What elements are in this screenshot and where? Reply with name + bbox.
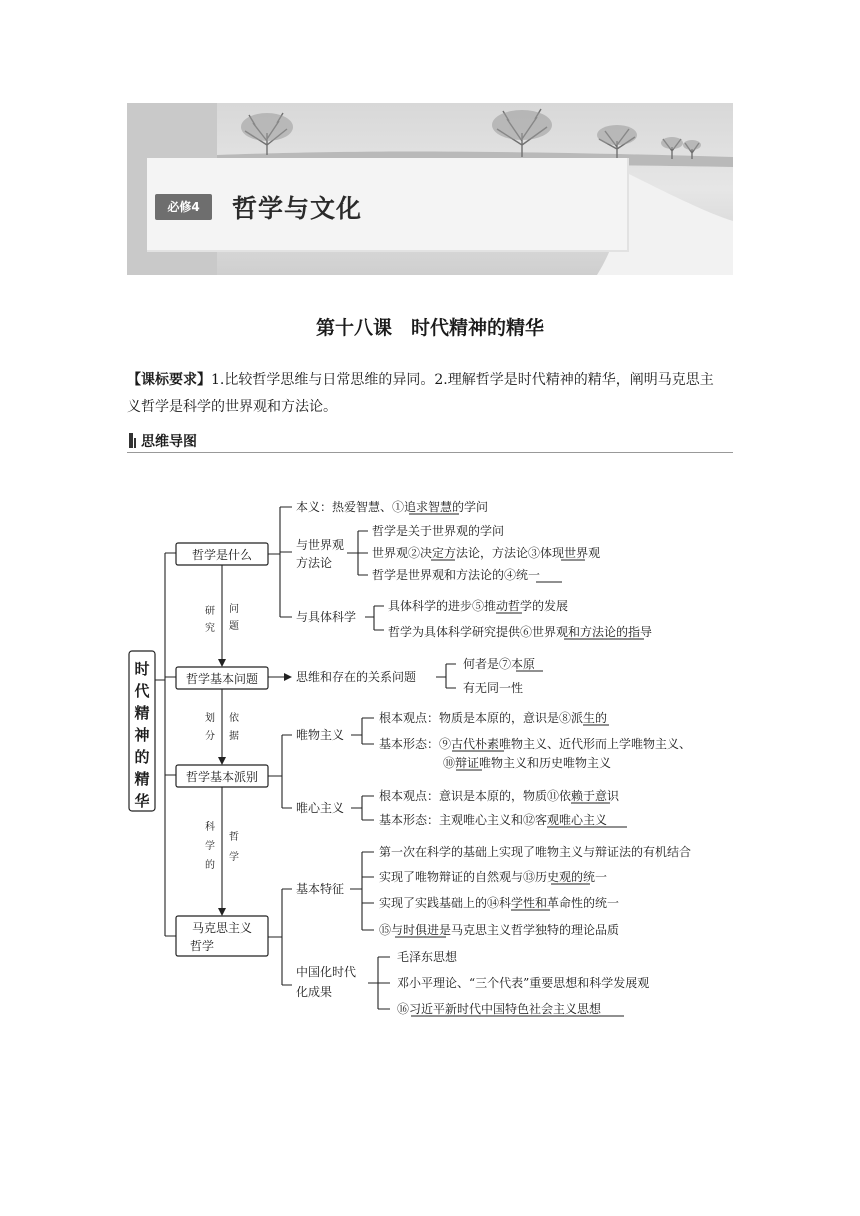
- requirement-label: 【课标要求】: [127, 372, 211, 388]
- svg-text:化成果: 化成果: [296, 985, 333, 999]
- svg-text:基本形态：⑨古代朴素唯物主义、近代形而上学唯物主义、: 基本形态：⑨古代朴素唯物主义、近代形而上学唯物主义、: [379, 737, 692, 751]
- arrow-head-3: [218, 908, 226, 916]
- svg-text:实现了唯物辩证的自然观与⑬历史观的统一: 实现了唯物辩证的自然观与⑬历史观的统一: [379, 870, 608, 884]
- svg-text:划: 划: [205, 713, 215, 724]
- svg-text:⑮与时俱进是马克思主义哲学独特的理论品质: ⑮与时俱进是马克思主义哲学独特的理论品质: [379, 923, 620, 937]
- requirement-line-2: 义哲学是科学的世界观和方法论。: [127, 399, 337, 415]
- svg-text:⑩辩证唯物主义和历史唯物主义: ⑩辩证唯物主义和历史唯物主义: [443, 756, 612, 770]
- svg-text:有无同一性: 有无同一性: [463, 681, 524, 695]
- svg-text:精: 精: [134, 704, 150, 722]
- book-title: 哲学与文化: [232, 194, 363, 223]
- svg-text:基本特征: 基本特征: [296, 882, 345, 896]
- svg-text:⑯习近平新时代中国特色社会主义思想: ⑯习近平新时代中国特色社会主义思想: [397, 1002, 602, 1016]
- b1c3-connector: [365, 606, 384, 630]
- svg-text:依: 依: [229, 713, 239, 724]
- svg-text:邓小平理论、“三个代表”重要思想和科学发展观: 邓小平理论、“三个代表”重要思想和科学发展观: [397, 976, 650, 990]
- svg-text:华: 华: [134, 792, 150, 810]
- lesson-title: 第十八课 时代精神的精华: [315, 317, 544, 339]
- svg-text:哲学基本派别: 哲学基本派别: [185, 770, 259, 784]
- arrow-head-2: [218, 757, 226, 765]
- svg-text:与具体科学: 与具体科学: [296, 610, 357, 624]
- svg-text:具体科学的进步⑤推动哲学的发展: 具体科学的进步⑤推动哲学的发展: [388, 599, 569, 613]
- requirement-line-1: 1.比较哲学思维与日常思维的异同。2.理解哲学是时代精神的精华，阐明马克思主: [211, 372, 714, 388]
- svg-text:问: 问: [229, 604, 239, 615]
- b3i-connector: [351, 796, 374, 820]
- svg-text:学: 学: [205, 841, 215, 852]
- svg-text:科: 科: [205, 822, 215, 833]
- svg-text:唯物主义: 唯物主义: [296, 728, 345, 742]
- b1-connector: [268, 507, 292, 617]
- svg-text:分: 分: [205, 731, 215, 742]
- svg-text:题: 题: [229, 621, 239, 632]
- svg-text:方法论: 方法论: [296, 556, 333, 570]
- svg-text:毛泽东思想: 毛泽东思想: [397, 950, 458, 964]
- svg-text:与世界观: 与世界观: [296, 538, 345, 552]
- svg-text:思维和存在的关系问题: 思维和存在的关系问题: [296, 670, 417, 684]
- svg-text:何者是⑦本原: 何者是⑦本原: [463, 657, 536, 671]
- svg-text:马克思主义: 马克思主义: [191, 921, 253, 935]
- svg-text:世界观②决定方法论，方法论③体现世界观: 世界观②决定方法论，方法论③体现世界观: [372, 546, 601, 560]
- svg-text:中国化时代: 中国化时代: [296, 965, 357, 979]
- b4c-connector: [368, 957, 390, 1009]
- svg-text:学: 学: [229, 852, 239, 863]
- svg-text:代: 代: [134, 682, 150, 700]
- svg-text:基本形态：主观唯心主义和⑫客观唯心主义: 基本形态：主观唯心主义和⑫客观唯心主义: [379, 813, 608, 827]
- root-connector: [155, 553, 176, 936]
- svg-text:哲学: 哲学: [189, 939, 215, 953]
- b1c2-connector: [347, 531, 368, 575]
- b3-connector: [268, 735, 292, 808]
- svg-text:的: 的: [134, 748, 150, 766]
- svg-text:第一次在科学的基础上实现了唯物主义与辩证法的有机结合: 第一次在科学的基础上实现了唯物主义与辩证法的有机结合: [379, 845, 692, 859]
- svg-text:时: 时: [134, 660, 150, 678]
- svg-text:实现了实践基础上的⑭科学性和革命性的统一: 实现了实践基础上的⑭科学性和革命性的统一: [379, 896, 620, 910]
- root-label: [133, 660, 150, 810]
- arrow-head-b2: [284, 673, 292, 681]
- svg-text:唯心主义: 唯心主义: [296, 801, 345, 815]
- b4-connector: [268, 889, 292, 985]
- svg-text:研: 研: [205, 606, 215, 617]
- svg-text:究: 究: [205, 623, 215, 634]
- b3m-connector: [351, 718, 374, 744]
- svg-text:哲学为具体科学研究提供⑥世界观和方法论的指导: 哲学为具体科学研究提供⑥世界观和方法论的指导: [388, 625, 653, 639]
- svg-text:哲学是什么: 哲学是什么: [191, 548, 253, 562]
- svg-text:精: 精: [134, 770, 150, 788]
- svg-text:本义：热爱智慧、①追求智慧的学问: 本义：热爱智慧、①追求智慧的学问: [296, 500, 489, 514]
- svg-text:哲学是世界观和方法论的④统一: 哲学是世界观和方法论的④统一: [372, 568, 541, 582]
- svg-text:的: 的: [205, 860, 215, 871]
- svg-text:哲学是关于世界观的学问: 哲学是关于世界观的学问: [372, 524, 505, 538]
- svg-text:哲学基本问题: 哲学基本问题: [185, 672, 259, 686]
- b4f-connector: [350, 852, 374, 930]
- svg-text:根本观点：物质是本原的，意识是⑧派生的: 根本观点：物质是本原的，意识是⑧派生的: [379, 711, 608, 725]
- svg-text:哲: 哲: [229, 832, 239, 843]
- svg-text:据: 据: [229, 731, 239, 742]
- svg-text:根本观点：意识是本原的，物质⑪依赖于意识: 根本观点：意识是本原的，物质⑪依赖于意识: [379, 789, 620, 803]
- volume-tag: 必修4: [155, 194, 212, 220]
- section-title: 思维导图: [141, 434, 197, 450]
- svg-text:神: 神: [134, 726, 150, 744]
- arrow-head-1: [218, 659, 226, 667]
- b2-connector: [436, 664, 456, 688]
